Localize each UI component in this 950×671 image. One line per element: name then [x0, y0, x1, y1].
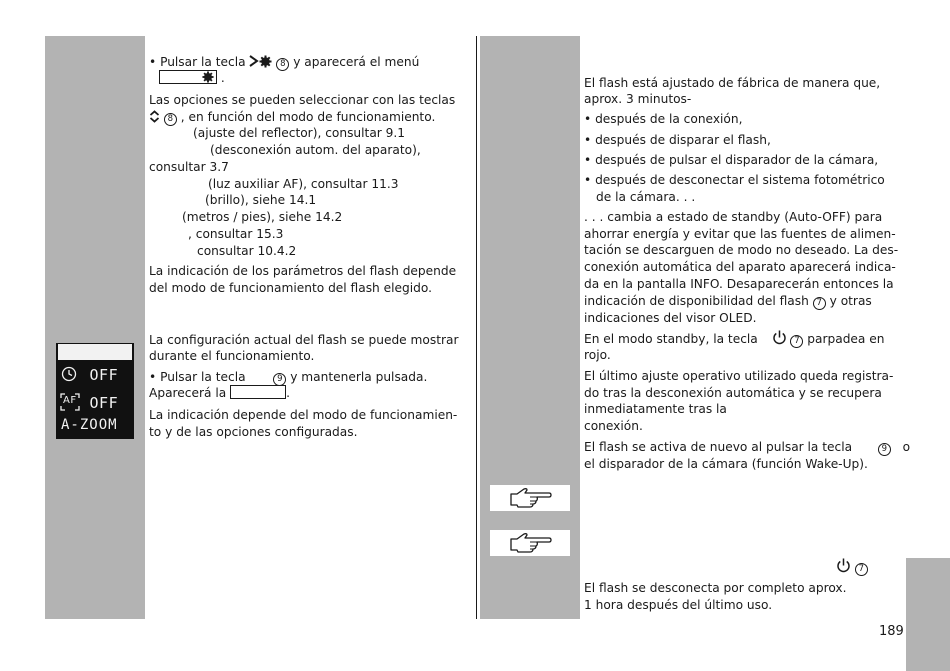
standby-text: conexión automática del aparato aparecerá indica-	[584, 260, 896, 274]
display-row-af: AF OFF	[60, 393, 118, 412]
last-setting-text: inmediatamente tras la	[584, 402, 727, 416]
note-box-2	[490, 530, 570, 556]
last-setting-text: do tras la desconexión automática y se recupera	[584, 386, 882, 400]
page-edge-tab	[906, 558, 950, 671]
callout-8: 8	[276, 58, 289, 71]
power-off-text: 1 hora después del último uso.	[584, 598, 773, 612]
callout-9: 9	[878, 443, 891, 456]
options-line: (desconexión autom. del aparato),	[210, 143, 421, 157]
callout-8: 8	[164, 113, 177, 126]
options-line: 8 , en función del modo de funcionamiento.	[149, 109, 435, 126]
options-line: (luz auxiliar AF), consultar 11.3	[208, 177, 399, 191]
options-line: consultar 10.4.2	[197, 244, 297, 258]
final-text: La indicación depende del modo de funcionamien-	[149, 408, 458, 422]
appear-line: Aparecerá la .	[149, 386, 290, 400]
menu-display-box	[159, 70, 217, 84]
config-text: durante el funcionamiento.	[149, 349, 315, 363]
bullet-item: • después de desconectar el sistema fotométrico	[584, 173, 885, 187]
options-line: (ajuste del reflector), consultar 9.1	[193, 126, 406, 140]
pointing-hand-icon	[508, 532, 552, 554]
blink-text: En el modo standby, la tecla 7 parpadea en	[584, 332, 885, 346]
bullet-item: • después de disparar el flash,	[584, 133, 771, 147]
page-number: 189	[879, 624, 904, 639]
final-text: to y de las opciones configuradas.	[149, 425, 358, 439]
display-row-timer: OFF	[60, 366, 118, 384]
menu-instruction: • Pulsar la tecla 8 y aparecerá el menú	[149, 55, 420, 69]
left-margin-bar	[45, 36, 145, 619]
column-divider	[476, 36, 477, 619]
info-display-screen	[56, 343, 134, 439]
intro-text: El flash está ajustado de fábrica de manera que,	[584, 76, 881, 90]
press-instruction: • Pulsar la tecla 9 y mantenerla pulsada.	[149, 370, 428, 384]
display-header-bar	[58, 344, 132, 360]
depends-text: del modo de funcionamiento del flash elegido.	[149, 281, 433, 295]
callout-7: 7	[813, 297, 826, 310]
power-icon	[836, 558, 851, 573]
af-icon: AF	[60, 393, 80, 411]
menu-box-line: .	[159, 70, 225, 87]
gear-icon	[259, 55, 272, 68]
wake-text: El flash se activa de nuevo al pulsar la tecla 9 o	[584, 440, 911, 454]
standby-text: da en la pantalla INFO. Desaparecerán entonces la	[584, 277, 894, 291]
power-off-heading	[836, 558, 868, 576]
timer-icon	[60, 366, 80, 382]
gear-icon	[202, 71, 214, 83]
options-line: consultar 3.7	[149, 160, 229, 174]
bullet-item: • después de pulsar el disparador de la cámara,	[584, 153, 879, 167]
callout-9: 9	[273, 373, 286, 386]
callout-7: 7	[790, 335, 803, 348]
callout-7: 7	[855, 563, 868, 576]
power-off-text: El flash se desconecta por completo aprox.	[584, 581, 847, 595]
chevron-right-icon	[249, 55, 259, 67]
options-line: , consultar 15.3	[188, 227, 284, 241]
standby-text: ahorrar energía y evitar que las fuentes de alimen-	[584, 227, 896, 241]
config-text: La configuración actual del flash se puede mostrar	[149, 333, 459, 347]
options-line: (metros / pies), siehe 14.2	[182, 210, 343, 224]
info-display-box	[230, 385, 286, 399]
last-setting-text: conexión.	[584, 419, 643, 433]
standby-text: indicación de disponibilidad del flash 7 y otras	[584, 294, 872, 308]
options-line: (brillo), siehe 14.1	[205, 193, 317, 207]
bullet-item: • después de la conexión,	[584, 112, 743, 126]
updown-icon	[149, 110, 160, 123]
pointing-hand-icon	[508, 487, 552, 509]
options-line: Las opciones se pueden seleccionar con las teclas	[149, 93, 456, 107]
intro-text: aprox. 3 minutos-	[584, 92, 692, 106]
power-icon	[772, 330, 787, 345]
note-box-1	[490, 485, 570, 511]
blink-text: rojo.	[584, 348, 611, 362]
display-row-zoom: A-ZOOM	[61, 417, 118, 433]
last-setting-text: El último ajuste operativo utilizado queda registra-	[584, 369, 894, 383]
standby-text: tación se descarguen de modo no deseado. La des-	[584, 243, 899, 257]
standby-text: . . . cambia a estado de standby (Auto-OFF) para	[584, 210, 883, 224]
bullet-item: de la cámara. . .	[596, 190, 696, 204]
wake-text: el disparador de la cámara (función Wake-Up).	[584, 457, 868, 471]
depends-text: La indicación de los parámetros del flash depende	[149, 264, 457, 278]
standby-text: indicaciones del visor OLED.	[584, 311, 757, 325]
